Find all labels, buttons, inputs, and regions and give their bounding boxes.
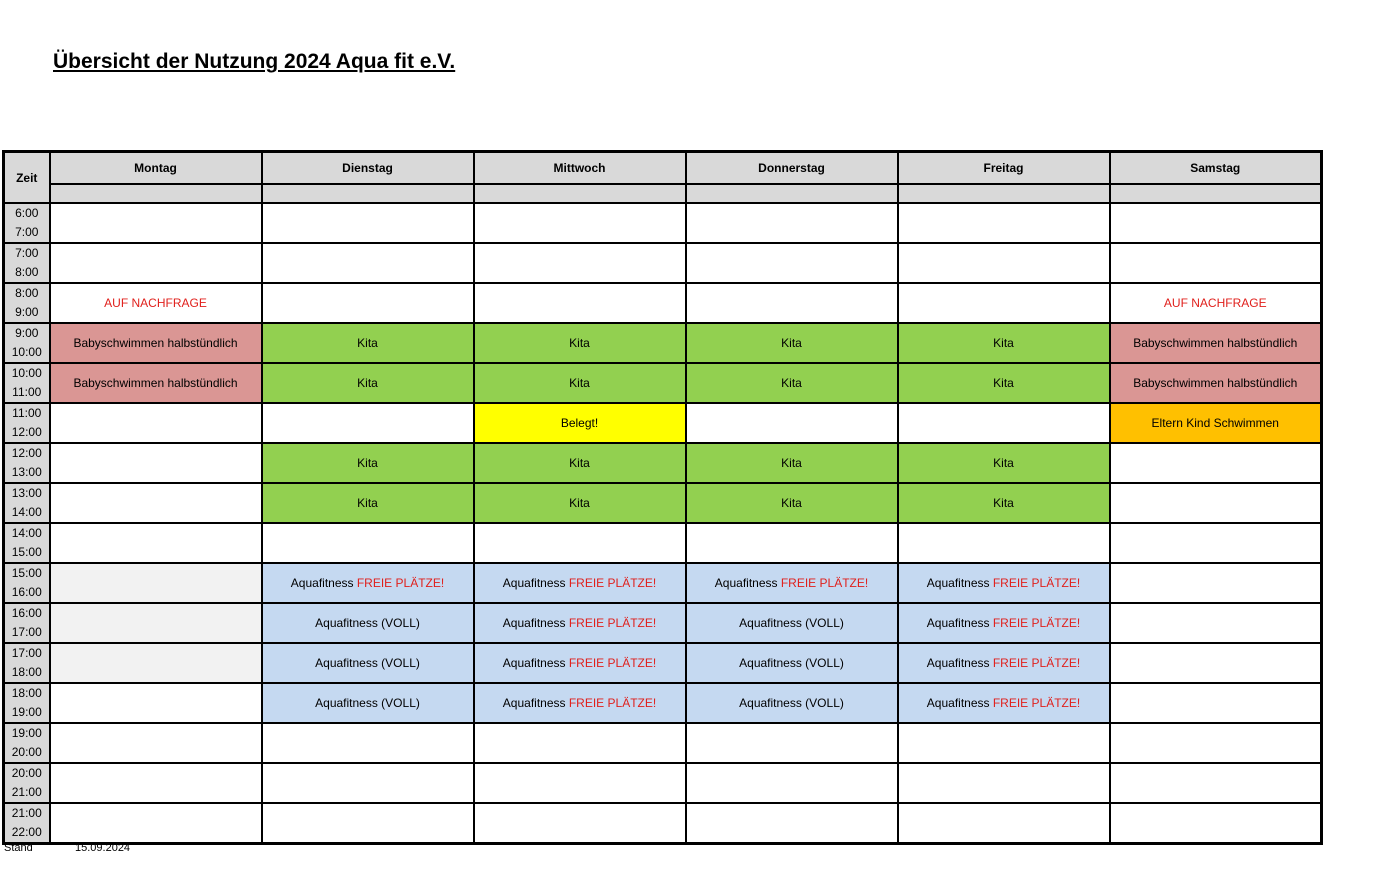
schedule-cell xyxy=(262,603,474,643)
time-end: 16:00 xyxy=(11,585,42,599)
subheader-row xyxy=(4,184,1322,203)
cell-highlight-text: AUF NACHFRAGE xyxy=(1163,296,1267,310)
schedule-cell xyxy=(686,683,898,723)
time-row xyxy=(4,563,1322,603)
time-start: 7:00 xyxy=(15,246,39,260)
time-slot xyxy=(4,603,50,643)
cell-highlight-text: FREIE PLÄTZE! xyxy=(568,656,657,670)
schedule-cell xyxy=(898,203,1110,243)
schedule-cell xyxy=(262,443,474,483)
time-start: 21:00 xyxy=(11,806,42,820)
schedule-cell xyxy=(898,363,1110,403)
time-start: 20:00 xyxy=(11,766,42,780)
schedule-cell xyxy=(262,323,474,363)
cell-highlight-text: AUF NACHFRAGE xyxy=(104,296,207,310)
schedule-cell xyxy=(1110,203,1322,243)
schedule-cell xyxy=(686,523,898,563)
schedule-cell xyxy=(262,283,474,323)
schedule-cell xyxy=(262,483,474,523)
cell-text: Kita xyxy=(357,496,378,510)
day-header-mittwoch: Mittwoch xyxy=(474,152,686,185)
time-slot xyxy=(4,403,50,443)
time-row xyxy=(4,643,1322,683)
cell-text: Kita xyxy=(993,376,1014,390)
stand-label: Stand xyxy=(4,842,33,854)
time-end: 8:00 xyxy=(15,265,39,279)
cell-text: Babyschwimmen halbstündlich xyxy=(73,336,238,350)
cell-text: Aquafitness xyxy=(502,616,569,630)
schedule-cell xyxy=(898,803,1110,844)
schedule-cell xyxy=(474,603,686,643)
cell-text: Aquafitness xyxy=(926,616,993,630)
schedule-cell xyxy=(898,763,1110,803)
time-row xyxy=(4,603,1322,643)
schedule-cell xyxy=(474,563,686,603)
schedule-cell xyxy=(686,363,898,403)
schedule-cell xyxy=(1110,603,1322,643)
schedule-cell xyxy=(262,523,474,563)
schedule-cell xyxy=(474,403,686,443)
time-end: 12:00 xyxy=(11,425,42,439)
cell-highlight-text: FREIE PLÄTZE! xyxy=(568,576,657,590)
time-row xyxy=(4,203,1322,243)
schedule-cell xyxy=(50,243,262,283)
day-header-donnerstag: Donnerstag xyxy=(686,152,898,185)
schedule-cell xyxy=(1110,723,1322,763)
schedule-cell xyxy=(686,403,898,443)
cell-text: Aquafitness (VOLL) xyxy=(315,616,420,630)
cell-text: Babyschwimmen halbstündlich xyxy=(1133,376,1298,390)
schedule-cell xyxy=(898,563,1110,603)
time-start: 16:00 xyxy=(11,606,42,620)
time-start: 14:00 xyxy=(11,526,42,540)
cell-text: Babyschwimmen halbstündlich xyxy=(73,376,238,390)
schedule-cell xyxy=(898,283,1110,323)
schedule-cell xyxy=(686,203,898,243)
cell-highlight-text: FREIE PLÄTZE! xyxy=(568,696,657,710)
schedule-cell xyxy=(474,283,686,323)
subheader-cell xyxy=(50,184,262,203)
schedule-body xyxy=(4,203,1322,844)
time-start: 8:00 xyxy=(15,286,39,300)
schedule-cell xyxy=(1110,483,1322,523)
time-slot xyxy=(4,323,50,363)
time-row xyxy=(4,283,1322,323)
schedule-cell xyxy=(50,483,262,523)
time-start: 15:00 xyxy=(11,566,42,580)
time-end: 20:00 xyxy=(11,745,42,759)
time-slot xyxy=(4,683,50,723)
schedule-cell xyxy=(50,563,262,603)
time-slot xyxy=(4,643,50,683)
zeit-header: Zeit xyxy=(4,152,50,204)
schedule-cell xyxy=(1110,523,1322,563)
time-start: 13:00 xyxy=(11,486,42,500)
day-header-samstag: Samstag xyxy=(1110,152,1322,185)
cell-text: Kita xyxy=(357,376,378,390)
cell-text: Aquafitness xyxy=(926,656,993,670)
time-slot xyxy=(4,563,50,603)
cell-text: Aquafitness xyxy=(926,696,993,710)
schedule-cell xyxy=(262,403,474,443)
schedule-cell xyxy=(474,523,686,563)
page-title: Übersicht der Nutzung 2024 Aqua fit e.V. xyxy=(53,50,456,73)
cell-text: Kita xyxy=(781,336,802,350)
time-row xyxy=(4,523,1322,563)
schedule-cell xyxy=(474,803,686,844)
schedule-cell xyxy=(474,363,686,403)
cell-text: Kita xyxy=(781,376,802,390)
cell-text: Kita xyxy=(781,456,802,470)
subheader-cell xyxy=(474,184,686,203)
time-end: 21:00 xyxy=(11,785,42,799)
schedule-cell xyxy=(1110,643,1322,683)
schedule-cell xyxy=(50,763,262,803)
time-end: 13:00 xyxy=(11,465,42,479)
cell-text: Babyschwimmen halbstündlich xyxy=(1133,336,1298,350)
subheader-cell xyxy=(1110,184,1322,203)
time-end: 22:00 xyxy=(11,825,42,839)
time-end: 15:00 xyxy=(11,545,42,559)
schedule-cell xyxy=(50,363,262,403)
time-end: 18:00 xyxy=(11,665,42,679)
time-slot xyxy=(4,723,50,763)
schedule-cell xyxy=(898,483,1110,523)
schedule-cell xyxy=(898,723,1110,763)
schedule-cell xyxy=(474,643,686,683)
cell-text: Kita xyxy=(569,456,590,470)
time-row xyxy=(4,403,1322,443)
time-start: 6:00 xyxy=(15,206,39,220)
schedule-cell xyxy=(686,643,898,683)
time-row xyxy=(4,243,1322,283)
schedule-cell xyxy=(1110,443,1322,483)
schedule-cell xyxy=(262,563,474,603)
time-start: 11:00 xyxy=(12,406,42,420)
time-end: 11:00 xyxy=(12,385,42,399)
time-end: 10:00 xyxy=(11,345,42,359)
schedule-cell xyxy=(50,803,262,844)
cell-text: Aquafitness xyxy=(714,576,781,590)
time-end: 19:00 xyxy=(11,705,42,719)
schedule-cell xyxy=(50,443,262,483)
cell-text: Kita xyxy=(569,496,590,510)
cell-text: Kita xyxy=(993,496,1014,510)
schedule-cell xyxy=(1110,683,1322,723)
time-start: 19:00 xyxy=(11,726,42,740)
schedule-cell xyxy=(898,523,1110,563)
day-header-freitag: Freitag xyxy=(898,152,1110,185)
cell-text: Aquafitness xyxy=(926,576,993,590)
schedule-cell xyxy=(686,443,898,483)
cell-highlight-text: FREIE PLÄTZE! xyxy=(992,656,1081,670)
cell-text: Kita xyxy=(357,456,378,470)
cell-text: Aquafitness (VOLL) xyxy=(739,656,844,670)
time-end: 14:00 xyxy=(11,505,42,519)
cell-text: Aquafitness (VOLL) xyxy=(315,696,420,710)
schedule-cell xyxy=(50,683,262,723)
cell-text: Aquafitness (VOLL) xyxy=(739,616,844,630)
cell-highlight-text: FREIE PLÄTZE! xyxy=(992,576,1081,590)
schedule-cell xyxy=(262,643,474,683)
cell-highlight-text: FREIE PLÄTZE! xyxy=(356,576,445,590)
schedule-cell xyxy=(1110,803,1322,844)
time-start: 17:00 xyxy=(11,646,42,660)
schedule-cell xyxy=(474,243,686,283)
schedule-table xyxy=(2,150,1323,845)
schedule-cell xyxy=(474,723,686,763)
schedule-cell xyxy=(686,603,898,643)
schedule-cell xyxy=(686,243,898,283)
schedule-cell xyxy=(1110,323,1322,363)
cell-text: Aquafitness (VOLL) xyxy=(739,696,844,710)
schedule-cell xyxy=(474,763,686,803)
time-end: 9:00 xyxy=(15,305,39,319)
cell-highlight-text: FREIE PLÄTZE! xyxy=(992,696,1081,710)
schedule-cell xyxy=(686,483,898,523)
time-row xyxy=(4,323,1322,363)
schedule-cell xyxy=(474,323,686,363)
cell-text: Eltern Kind Schwimmen xyxy=(1151,416,1279,430)
schedule-cell xyxy=(686,723,898,763)
schedule-cell xyxy=(262,203,474,243)
subheader-cell xyxy=(898,184,1110,203)
cell-text: Kita xyxy=(993,336,1014,350)
time-row xyxy=(4,723,1322,763)
schedule-cell xyxy=(50,643,262,683)
time-row xyxy=(4,683,1322,723)
time-start: 9:00 xyxy=(15,326,39,340)
schedule-cell xyxy=(686,563,898,603)
time-end: 17:00 xyxy=(11,625,42,639)
schedule-cell xyxy=(474,203,686,243)
schedule-cell xyxy=(50,203,262,243)
cell-text: Aquafitness xyxy=(502,656,569,670)
schedule-cell xyxy=(50,323,262,363)
schedule-cell xyxy=(50,403,262,443)
day-header-montag: Montag xyxy=(50,152,262,185)
schedule-cell xyxy=(262,763,474,803)
header-row xyxy=(4,152,1322,185)
cell-text: Kita xyxy=(781,496,802,510)
subheader-cell xyxy=(262,184,474,203)
schedule-cell xyxy=(898,243,1110,283)
day-header-dienstag: Dienstag xyxy=(262,152,474,185)
schedule-cell xyxy=(898,443,1110,483)
time-row xyxy=(4,803,1322,844)
schedule-cell xyxy=(262,243,474,283)
schedule-cell xyxy=(898,323,1110,363)
schedule-cell xyxy=(898,603,1110,643)
cell-text: Aquafitness (VOLL) xyxy=(315,656,420,670)
time-slot xyxy=(4,483,50,523)
cell-text: Belegt! xyxy=(560,416,599,430)
cell-text: Kita xyxy=(993,456,1014,470)
time-slot xyxy=(4,523,50,563)
schedule-cell xyxy=(474,483,686,523)
schedule-cell xyxy=(262,683,474,723)
time-slot xyxy=(4,363,50,403)
schedule-cell xyxy=(1110,763,1322,803)
schedule-cell xyxy=(686,803,898,844)
schedule-cell xyxy=(898,683,1110,723)
schedule-cell xyxy=(262,803,474,844)
schedule-cell xyxy=(262,363,474,403)
time-start: 10:00 xyxy=(11,366,42,380)
schedule-cell xyxy=(1110,283,1322,323)
schedule-cell xyxy=(262,723,474,763)
cell-highlight-text: FREIE PLÄTZE! xyxy=(992,616,1081,630)
schedule-cell xyxy=(1110,243,1322,283)
time-slot xyxy=(4,243,50,283)
schedule-cell xyxy=(686,283,898,323)
schedule-cell xyxy=(1110,563,1322,603)
time-start: 12:00 xyxy=(11,446,42,460)
time-end: 7:00 xyxy=(15,225,39,239)
cell-text: Kita xyxy=(357,336,378,350)
cell-text: Aquafitness xyxy=(502,696,569,710)
cell-text: Aquafitness xyxy=(502,576,569,590)
schedule-cell xyxy=(1110,363,1322,403)
schedule-cell xyxy=(898,643,1110,683)
schedule-cell xyxy=(474,443,686,483)
schedule-cell xyxy=(50,603,262,643)
time-row xyxy=(4,363,1322,403)
time-slot xyxy=(4,803,50,844)
time-row xyxy=(4,443,1322,483)
cell-text: Kita xyxy=(569,336,590,350)
cell-highlight-text: FREIE PLÄTZE! xyxy=(780,576,869,590)
time-slot xyxy=(4,203,50,243)
time-slot xyxy=(4,283,50,323)
cell-text: Kita xyxy=(569,376,590,390)
schedule-cell xyxy=(50,283,262,323)
time-row xyxy=(4,483,1322,523)
schedule-cell xyxy=(686,323,898,363)
time-start: 18:00 xyxy=(11,686,42,700)
cell-text: Aquafitness xyxy=(290,576,357,590)
subheader-cell xyxy=(686,184,898,203)
schedule-cell xyxy=(474,683,686,723)
time-row xyxy=(4,763,1322,803)
schedule-cell xyxy=(50,523,262,563)
schedule-cell xyxy=(1110,403,1322,443)
cell-highlight-text: FREIE PLÄTZE! xyxy=(568,616,657,630)
schedule-cell xyxy=(50,723,262,763)
schedule-cell xyxy=(898,403,1110,443)
time-slot xyxy=(4,763,50,803)
stand-date: 15.09.2024 xyxy=(75,842,131,854)
time-slot xyxy=(4,443,50,483)
schedule-cell xyxy=(686,763,898,803)
